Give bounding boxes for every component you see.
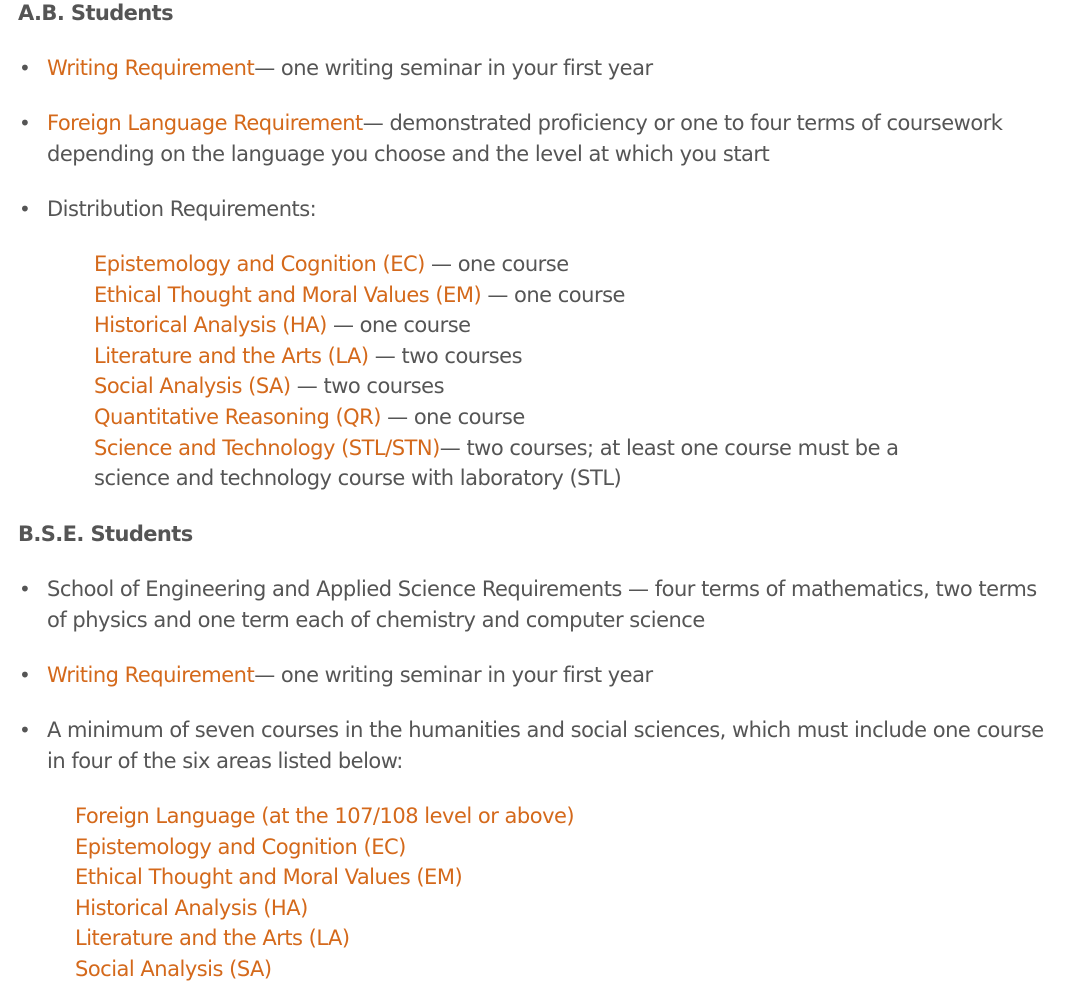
area-link-foreign-language[interactable]: Foreign Language (at the 107/108 level or above) <box>75 804 575 828</box>
distribution-row-qr <box>94 402 974 433</box>
bse-seas-requirements-item <box>47 574 1057 636</box>
ab-distribution-item <box>47 194 1057 225</box>
ab-foreign-language-item <box>47 108 1057 170</box>
distribution-row-la <box>94 341 974 372</box>
distribution-link-la[interactable]: Literature and the Arts (LA) <box>94 343 369 368</box>
bse-writing-requirement-text: — one writing seminar in your first year <box>254 663 653 687</box>
distribution-text-la: — two courses <box>368 343 523 368</box>
bse-writing-requirement-item <box>47 660 1057 691</box>
ab-foreign-language-link[interactable]: Foreign Language Requirement <box>47 111 363 135</box>
ab-distribution-list <box>94 249 974 494</box>
distribution-text-em: — one course <box>481 282 625 307</box>
distribution-link-ec[interactable]: Epistemology and Cognition (EC) <box>94 252 425 276</box>
distribution-link-ha[interactable]: Historical Analysis (HA) <box>94 313 327 338</box>
area-link-ec[interactable]: Epistemology and Cognition (EC) <box>75 834 406 859</box>
bse-humanities-text: A minimum of seven courses in the humanities and social sciences, which must include one course in four of the six areas listed below: <box>47 718 1044 773</box>
distribution-row-stl <box>94 433 974 494</box>
bse-writing-requirement-link[interactable]: Writing Requirement <box>47 663 255 687</box>
bse-students-heading: B.S.E. Students <box>18 522 193 546</box>
distribution-row-sa <box>94 371 974 402</box>
bse-areas-list <box>75 801 775 985</box>
ab-writing-requirement-item <box>47 53 1057 84</box>
area-link-sa[interactable]: Social Analysis (SA) <box>75 956 272 981</box>
ab-writing-requirement-link[interactable]: Writing Requirement <box>47 56 255 80</box>
distribution-link-em[interactable]: Ethical Thought and Moral Values (EM) <box>94 282 482 307</box>
distribution-text-ha: — one course <box>326 313 471 338</box>
ab-students-heading: A.B. Students <box>18 1 173 25</box>
distribution-text-sa: — two courses <box>290 374 445 399</box>
distribution-row-ha <box>94 310 974 341</box>
distribution-text-stl: — two courses; at least one course must be a science and technology course with laboratory (STL) <box>94 435 899 491</box>
area-link-la[interactable]: Literature and the Arts (LA) <box>75 926 350 951</box>
bse-humanities-item <box>47 715 1057 777</box>
ab-foreign-language-text: — demonstrated proficiency or one to four terms of coursework depending on the language you choose and the level at which you start <box>47 111 1003 166</box>
distribution-row-ec <box>94 249 974 280</box>
distribution-link-stl[interactable]: Science and Technology (STL/STN) <box>94 435 440 460</box>
area-link-ha[interactable]: Historical Analysis (HA) <box>75 895 308 920</box>
distribution-text-ec: — one course <box>424 252 569 276</box>
bse-seas-requirements-text: School of Engineering and Applied Science Requirements — four terms of mathematics, two terms of physics and one term each of chemistry and computer science <box>47 577 1037 632</box>
distribution-link-qr[interactable]: Quantitative Reasoning (QR) <box>94 404 381 429</box>
distribution-text-qr: — one course <box>380 404 525 429</box>
distribution-row-em <box>94 280 974 311</box>
ab-writing-requirement-text: — one writing seminar in your first year <box>254 56 653 80</box>
distribution-link-sa[interactable]: Social Analysis (SA) <box>94 374 291 399</box>
area-link-em[interactable]: Ethical Thought and Moral Values (EM) <box>75 865 463 890</box>
ab-distribution-label: Distribution Requirements: <box>47 197 317 221</box>
